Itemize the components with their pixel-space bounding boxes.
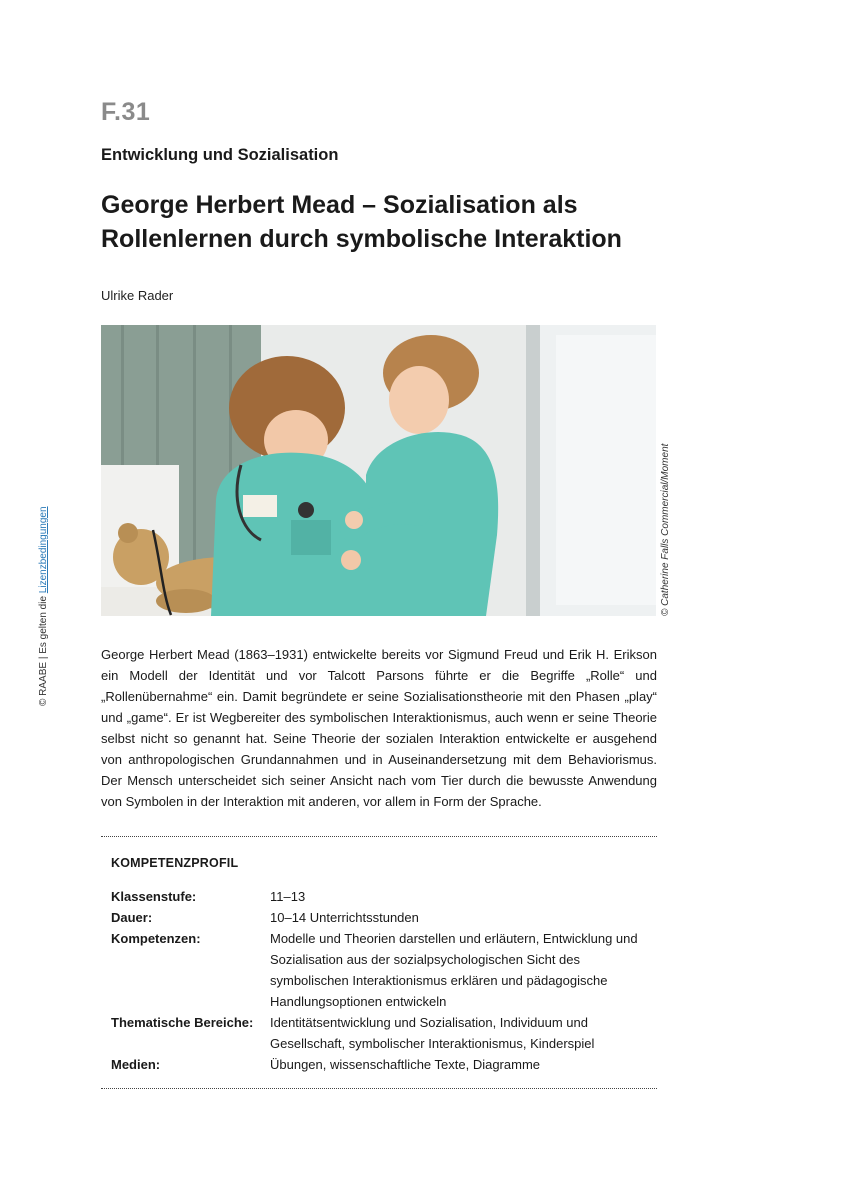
- subject-heading: Entwicklung und Sozialisation: [101, 146, 339, 164]
- profile-value: 11–13: [270, 889, 306, 904]
- license-prefix: © RAABE | Es gelten die: [38, 593, 49, 706]
- profile-label: Klassenstufe:: [111, 889, 197, 904]
- license-link[interactable]: Lizenzbedingungen: [38, 506, 49, 594]
- profile-label: Thematische Bereiche:: [111, 1015, 254, 1030]
- photo-credit: © Catherine Falls Commercial/Moment: [660, 443, 671, 616]
- license-note: [38, 496, 52, 706]
- module-code: F.31: [101, 98, 151, 126]
- profile-heading: KOMPETENZPROFIL: [111, 856, 239, 870]
- divider-bottom: [101, 1088, 657, 1089]
- profile-value: Identitätsentwicklung und Sozialisation, Individuum und Gesellschaft, symbolischer Interaktionismus, Kinderspiel: [270, 1015, 595, 1051]
- title-line-2: Rollenlernen durch symbolische Interaktion: [101, 225, 622, 253]
- profile-label: Dauer:: [111, 910, 153, 925]
- profile-value: Übungen, wissenschaftliche Texte, Diagramme: [270, 1057, 541, 1072]
- intro-paragraph: George Herbert Mead (1863–1931) entwickelte bereits vor Sigmund Freud und Erik H. Erikson ein Modell der Identität und vor Talcott Parsons führte er die Begriffe „Rolle“ und „Rollenübernahme“ ein. Damit begründete er seine Sozialisationstheorie mit den Phasen „play“ und „game“. Er ist Wegbereiter des symbolischen Interaktionismus, auch wenn er seine Theorie selbst nicht so genannt hat. Seine Theorie der sozialen Interaktion entwickelte er ausgehend von anthropologischen Grundannahmen und in Auseinandersetzung mit dem Behaviorismus. Der Mensch unterscheidet sich seiner Ansicht nach vom Tier durch die bewusste Anwendung von Symbolen in der Interaktion mit anderen, vor allem in Form der Sprache.: [101, 647, 657, 809]
- title-line-1: George Herbert Mead – Sozialisation als: [101, 191, 578, 219]
- photo-illustration: [101, 325, 656, 616]
- profile-label: Medien:: [111, 1057, 161, 1072]
- profile-label: Kompetenzen:: [111, 931, 201, 946]
- profile-value: Modelle und Theorien darstellen und erläutern, Entwicklung und Sozialisation aus der sozialpsychologischen Sicht des symbolischen Interaktionismus erklären und pädagogische Handlungsoptionen entwickeln: [270, 931, 638, 1009]
- page-title: [101, 188, 701, 256]
- divider-top: [101, 836, 657, 837]
- author: Ulrike Rader: [101, 288, 174, 303]
- children-doctor-photo: [101, 325, 656, 616]
- profile-value: 10–14 Unterrichtsstunden: [270, 910, 419, 925]
